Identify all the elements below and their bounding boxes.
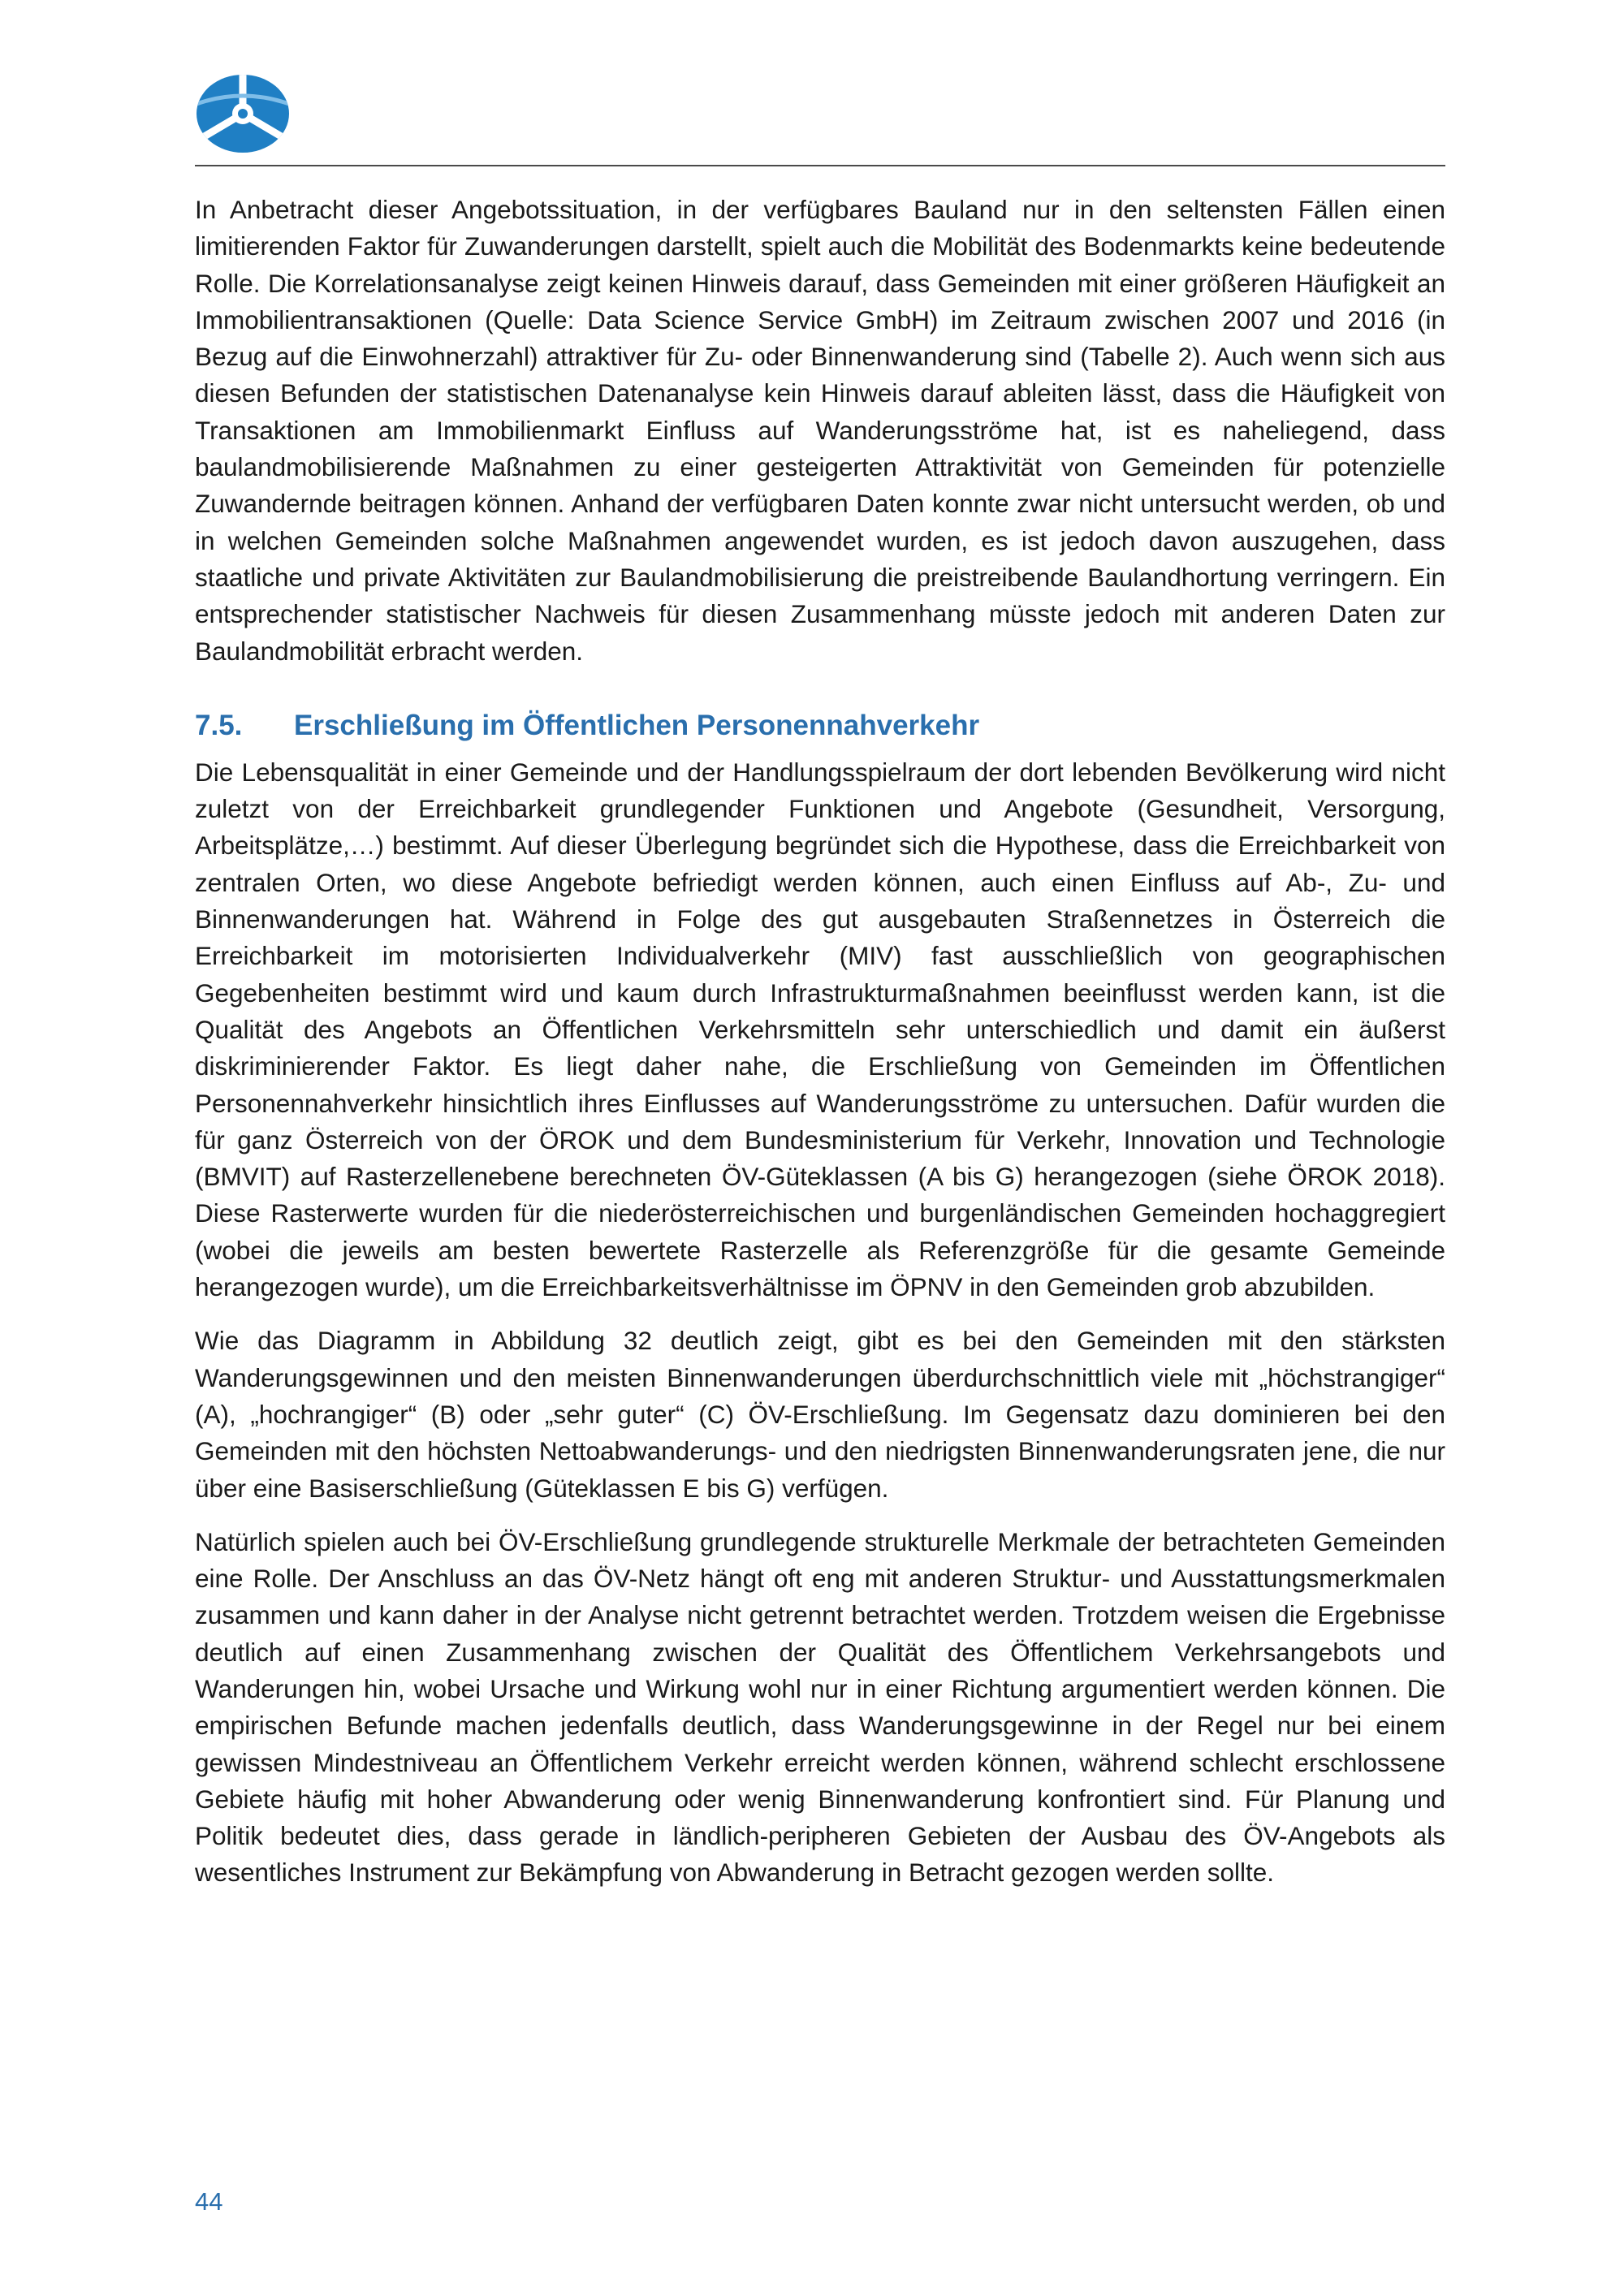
page-content (195, 192, 1445, 1909)
org-logo-icon (195, 73, 291, 154)
section-number: 7.5. (195, 709, 243, 741)
body-paragraph: Die Lebensqualität in einer Gemeinde und der Handlungsspielraum der dort lebenden Bevölkerung wird nicht zuletzt von der Erreichbarkeit grundlegender Funktionen und Angebote (Gesundheit, Versorgung, Arbeitsplätze,…) bestimmt. Auf dieser Überlegung begründet sich die Hypothese, dass die Erreichbarkeit von zentralen Orten, wo diese Angebote befriedigt werden können, auch einen Einfluss auf Ab-, Zu- und Binnenwanderungen hat. Während in Folge des gut ausgebauten Straßennetzes in Österreich die Erreichbarkeit im motorisierten Individualverkehr (MIV) fast ausschließlich von geographischen Gegebenheiten bestimmt wird und kaum durch Infrastrukturmaßnahmen beeinflusst werden kann, ist die Qualität des Angebots an Öffentlichen Verkehrsmitteln sehr unterschiedlich und damit ein äußerst diskriminierender Faktor. Es liegt daher nahe, die Erschließung von Gemeinden im Öffentlichen Personennahverkehr hinsichtlich ihres Einflusses auf Wanderungsströme zu untersuchen. Dafür wurden die für ganz Österreich von der ÖROK und dem Bundesministerium für Verkehr, Innovation und Technologie (BMVIT) auf Rasterzellenebene berechneten ÖV-Güteklassen (A bis G) herangezogen (siehe ÖROK 2018). Diese Rasterwerte wurden für die niederösterreichischen und burgenländischen Gemeinden hochaggregiert (wobei die jeweils am besten bewertete Rasterzelle als Referenzgröße für die gesamte Gemeinde herangezogen wurde), um die Erreichbarkeitsverhältnisse im ÖPNV in den Gemeinden grob abzubilden. (195, 757, 1445, 1302)
page-number: 44 (195, 2187, 223, 2216)
section-title: Erschließung im Öffentlichen Personennahverkehr (294, 709, 980, 741)
section-heading (195, 706, 1445, 746)
body-paragraph: In Anbetracht dieser Angebotssituation, in der verfügbares Bauland nur in den seltensten Fällen einen limitierenden Faktor für Zuwanderungen darstellt, spielt auch die Mobilität des Bodenmarkts keine bedeutende Rolle. Die Korrelationsanalyse zeigt keinen Hinweis darauf, dass Gemeinden mit einer größeren Häufigkeit an Immobilientransaktionen (Quelle: Data Science Service GmbH) im Zeitraum zwischen 2007 und 2016 (in Bezug auf die Einwohnerzahl) attraktiver für Zu- oder Binnenwanderung sind (Tabelle 2). Auch wenn sich aus diesen Befunden der statistischen Datenanalyse kein Hinweis darauf ableiten lässt, dass die Häufigkeit von Transaktionen am Immobilienmarkt Einfluss auf Wanderungsströme hat, ist es naheliegend, dass baulandmobilisierende Maßnahmen zu einer gesteigerten Attraktivität von Gemeinden für potenzielle Zuwandernde beitragen können. Anhand der verfügbaren Daten konnte zwar nicht untersucht werden, ob und in welchen Gemeinden solche Maßnahmen angewendet wurden, es ist jedoch davon auszugehen, dass staatliche und private Aktivitäten zur Baulandmobilisierung die preistreibende Baulandhortung verringern. Ein entsprechender statistischer Nachweis für diesen Zusammenhang müsste jedoch mit anderen Daten zur Baulandmobilität erbracht werden. (195, 195, 1445, 666)
page-header (195, 73, 1445, 166)
header-rule (195, 165, 1445, 166)
body-paragraph: Natürlich spielen auch bei ÖV-Erschließung grundlegende strukturelle Merkmale der betrachteten Gemeinden eine Rolle. Der Anschluss an das ÖV-Netz hängt oft eng mit anderen Struktur- und Ausstattungsmerkmalen zusammen und kann daher in der Analyse nicht getrennt betrachtet werden. Trotzdem weisen die Ergebnisse deutlich auf einen Zusammenhang zwischen der Qualität des Öffentlichem Verkehrsangebots und Wanderungen hin, wobei Ursache und Wirkung wohl nur in einer Richtung argumentiert werden können. Die empirischen Befunde machen jedenfalls deutlich, dass Wanderungsgewinne in der Regel nur bei einem gewissen Mindestniveau an Öffentlichem Verkehr erreicht werden können, während schlecht erschlossene Gebiete häufig mit hoher Abwanderung oder wenig Binnenwanderung konfrontiert sind. Für Planung und Politik bedeutet dies, dass gerade in ländlich-peripheren Gebieten der Ausbau des ÖV-Angebots als wesentliches Instrument zur Bekämpfung von Abwanderung in Betracht gezogen werden sollte. (195, 1526, 1445, 1888)
body-paragraph: Wie das Diagramm in Abbildung 32 deutlich zeigt, gibt es bei den Gemeinden mit den stärksten Wanderungsgewinnen und den meisten Binnenwanderungen überdurchschnittlich viele mit „höchstrangiger“ (A), „hochrangiger“ (B) oder „sehr guter“ (C) ÖV-Erschließung. Im Gegensatz dazu dominieren bei den Gemeinden mit den höchsten Nettoabwanderungs- und den niedrigsten Binnenwanderungsraten jene, die nur über eine Basiserschließung (Güteklassen E bis G) verfügen. (195, 1326, 1445, 1503)
